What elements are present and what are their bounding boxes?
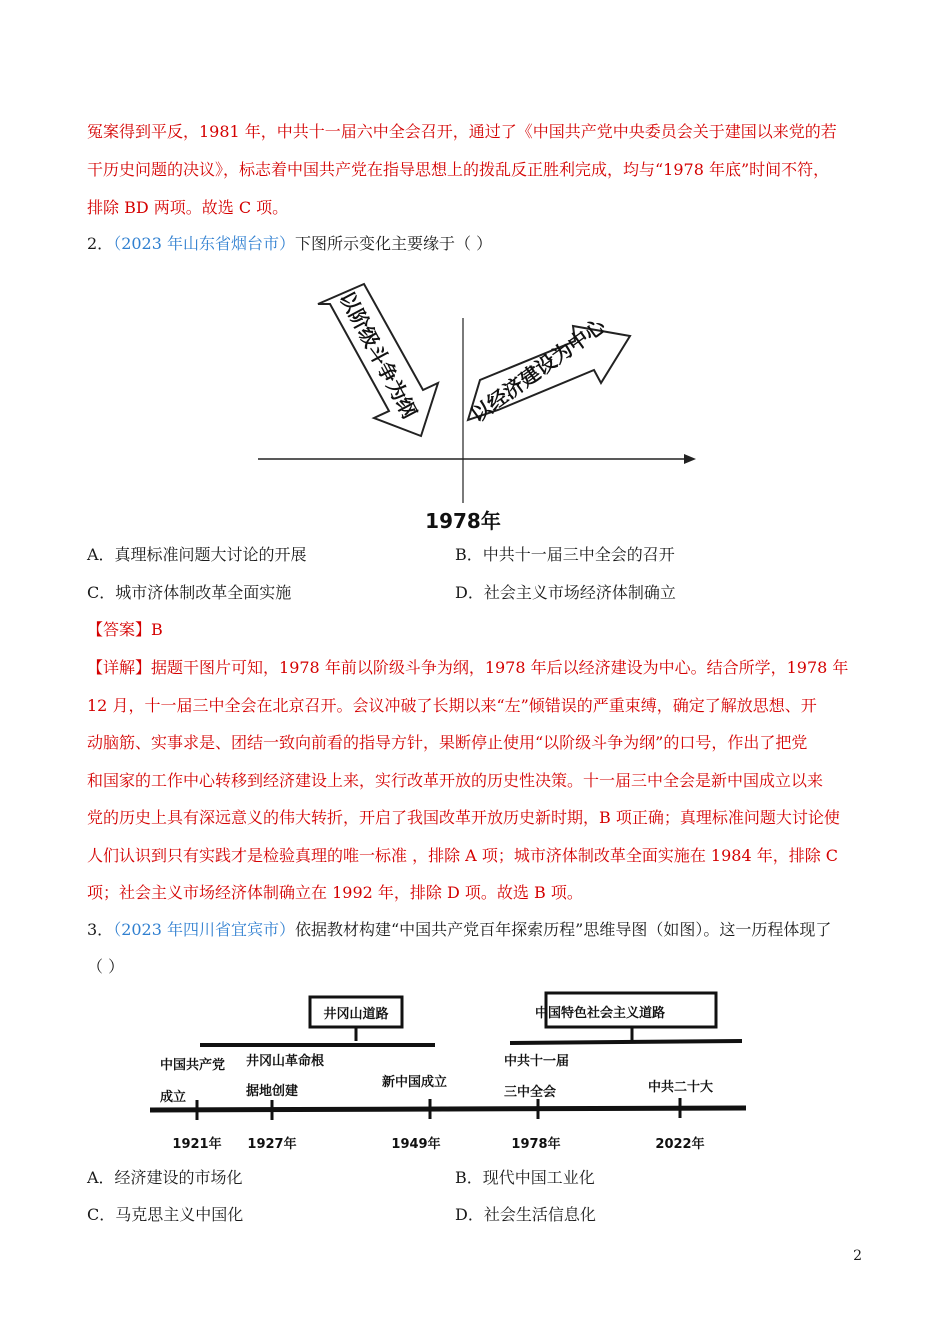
question-source: （2023 年山东省烟台市） bbox=[113, 234, 295, 253]
option-b: B．现代中国工业化 bbox=[455, 1168, 595, 1187]
q2-figure bbox=[250, 278, 710, 540]
option-d: D．社会生活信息化 bbox=[455, 1205, 596, 1224]
event-label: 三中全会 bbox=[504, 1085, 557, 1100]
explanation-line: 排除 BD 两项。故选 C 项。 bbox=[87, 198, 289, 217]
box-right-label: 中国特色社会主义道路 bbox=[534, 1006, 666, 1021]
q3-figure bbox=[150, 985, 750, 1155]
option-c: C．城市济体制改革全面实施 bbox=[87, 583, 292, 602]
year-label: 1978年 bbox=[425, 509, 501, 533]
detail-line: 12 月，十一届三中全会在北京召开。会议冲破了长期以来“左”倾错误的严重束缚，确定了解放思想、开 bbox=[87, 696, 817, 715]
year-label: 1978年 bbox=[511, 1137, 561, 1152]
option-b: B．中共十一届三中全会的召开 bbox=[455, 545, 675, 564]
detail-line: 动脑筋、实事求是、团结一致向前看的指导方针，果断停止使用“以阶级斗争为纲”的口号，作出了把党 bbox=[87, 733, 808, 752]
question-number: 2． bbox=[87, 234, 114, 253]
answer-value: B bbox=[151, 620, 163, 639]
detail-tag: 【详解】 bbox=[87, 658, 152, 677]
event-label: 井冈山革命根 bbox=[246, 1054, 325, 1069]
question-3-stem-cont: （ ） bbox=[87, 957, 125, 976]
question-text: 下图所示变化主要缘于（ ） bbox=[295, 234, 493, 253]
event-label: 新中国成立 bbox=[382, 1075, 448, 1090]
option-d: D．社会主义市场经济体制确立 bbox=[455, 583, 676, 602]
arrow-left-label: 以阶级斗争为纲 bbox=[334, 287, 422, 423]
question-number: 3． bbox=[87, 920, 114, 939]
event-label: 中共十一届 bbox=[504, 1054, 570, 1069]
detail-text: 据题干图片可知，1978 年前以阶级斗争为纲，1978 年后以经济建设为中心。结合所学，1978 年 bbox=[151, 658, 849, 677]
question-source: （2023 年四川省宜宾市） bbox=[113, 920, 295, 939]
event-label: 中国共产党 bbox=[160, 1058, 226, 1073]
detail-line bbox=[87, 658, 877, 678]
detail-line: 和国家的工作中心转移到经济建设上来，实行改革开放的历史性决策。十一届三中全会是新中国成立以来 bbox=[87, 771, 824, 790]
option-a: A．真理标准问题大讨论的开展 bbox=[87, 545, 307, 564]
box-left-label: 井冈山道路 bbox=[323, 1007, 389, 1022]
timeline bbox=[150, 1108, 746, 1110]
detail-line: 人们认识到只有实践才是检验真理的唯一标准 ，排除 A 项；城市济体制改革全面实施在 1984 年，排除 C bbox=[87, 846, 839, 865]
year-label: 1927年 bbox=[247, 1137, 297, 1152]
question-text: 依据教材构建“中国共产党百年探索历程”思维导图（如图）。这一历程体现了 bbox=[295, 920, 832, 939]
answer-line bbox=[87, 620, 877, 640]
page-number: 2 bbox=[853, 1248, 862, 1264]
answer-tag: 【答案】 bbox=[87, 620, 152, 639]
year-label: 1949年 bbox=[391, 1137, 441, 1152]
year-label: 2022年 bbox=[655, 1137, 705, 1152]
option-a: A．经济建设的市场化 bbox=[87, 1168, 243, 1187]
x-axis-arrowhead bbox=[684, 454, 696, 464]
question-3-stem bbox=[87, 920, 877, 940]
option-c: C．马克思主义中国化 bbox=[87, 1205, 244, 1224]
year-label: 1921年 bbox=[172, 1137, 222, 1152]
event-label: 中共二十大 bbox=[648, 1080, 714, 1095]
explanation-line: 干历史问题的决议》，标志着中国共产党在指导思想上的拨乱反正胜利完成，均与“1978 年底”时间不符， bbox=[87, 160, 830, 179]
bracket-right bbox=[510, 1041, 742, 1043]
explanation-line: 冤案得到平反，1981 年，中共十一届六中全会召开，通过了《中国共产党中央委员会关于建国以来党的若 bbox=[87, 122, 837, 141]
detail-line: 党的历史上具有深远意义的伟大转折，开启了我国改革开放历史新时期，B 项正确；真理标准问题大讨论使 bbox=[87, 808, 840, 827]
detail-line: 项；社会主义市场经济体制确立在 1992 年，排除 D 项。故选 B 项。 bbox=[87, 883, 583, 902]
event-label: 成立 bbox=[160, 1090, 187, 1105]
question-2-stem bbox=[87, 234, 877, 254]
event-label: 据地创建 bbox=[246, 1084, 299, 1099]
arrow-right-label: 以经济建设为中心 bbox=[466, 313, 610, 428]
